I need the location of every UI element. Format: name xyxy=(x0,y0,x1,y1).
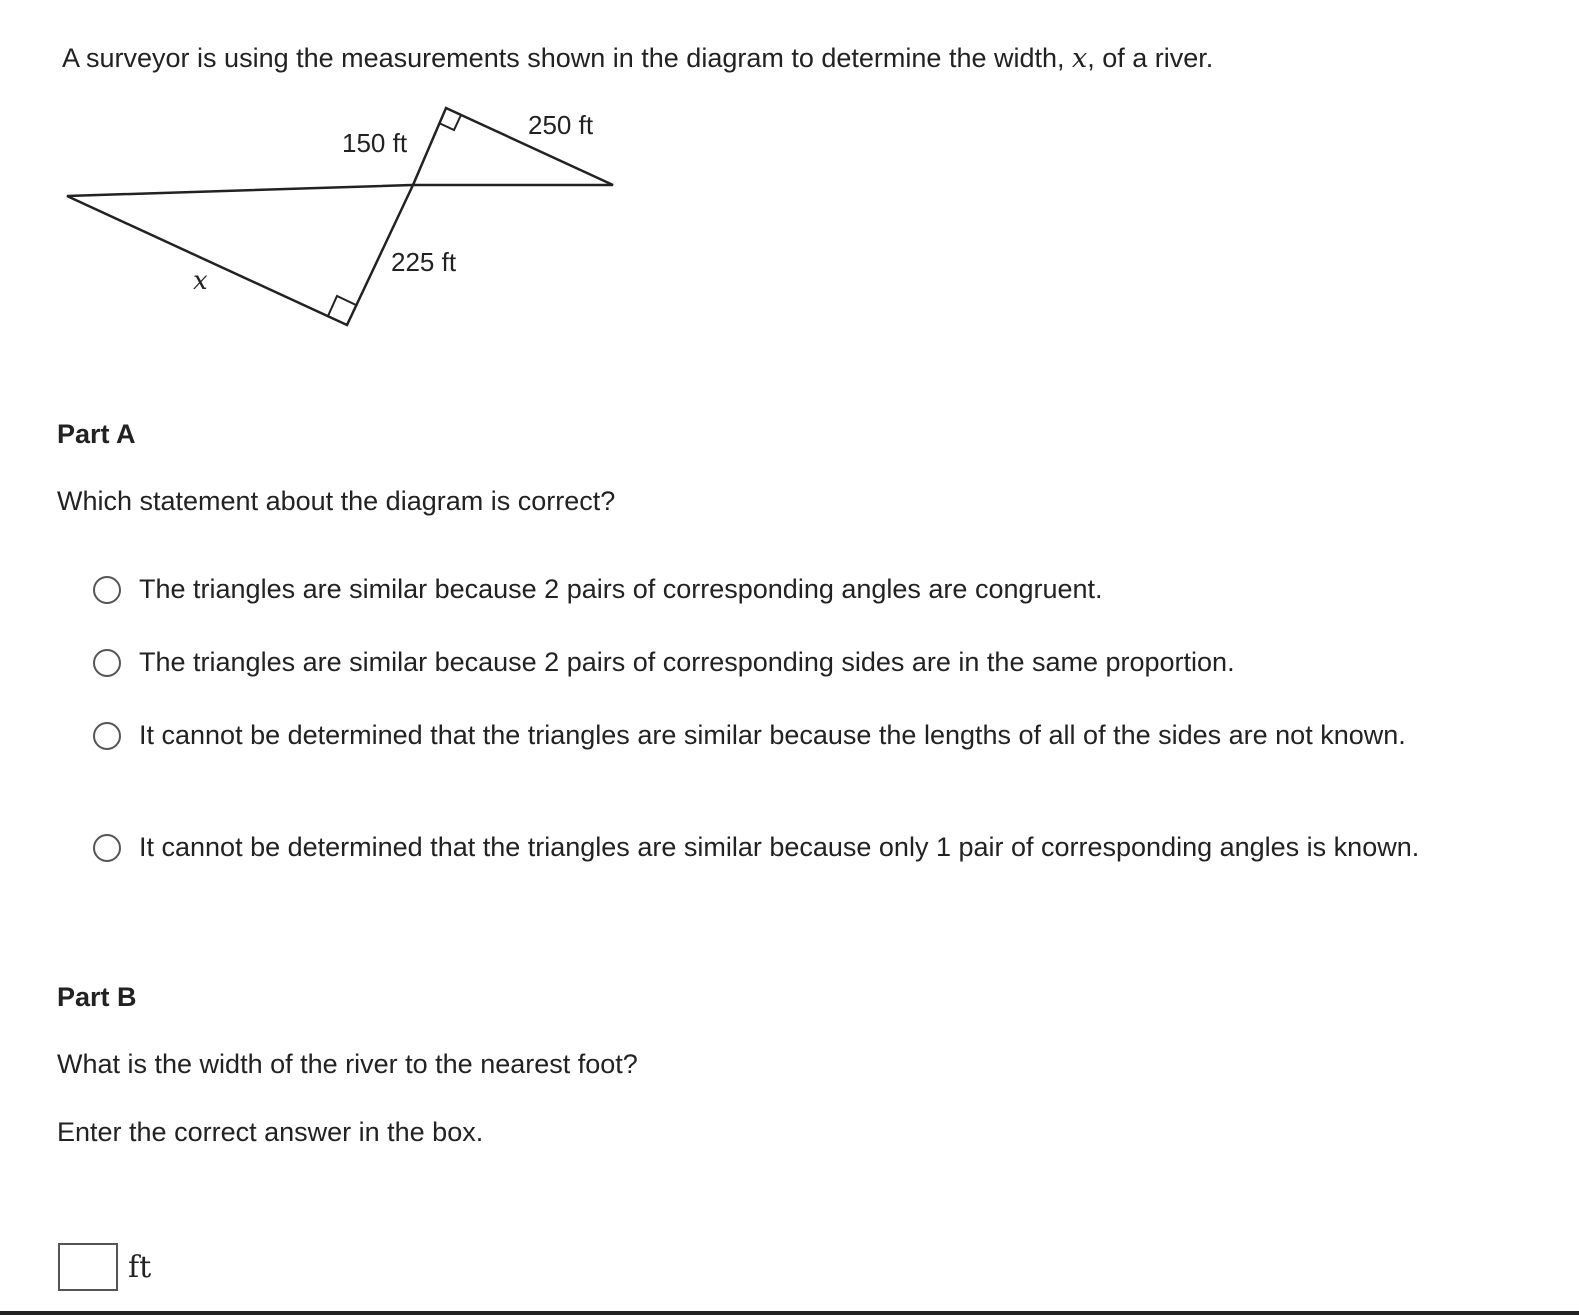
choice-4[interactable] xyxy=(93,828,1493,867)
problem-intro xyxy=(62,38,1213,79)
cropped-header-text xyxy=(60,0,960,8)
label-225-ft: 225 ft xyxy=(391,247,457,277)
label-150-ft: 150 ft xyxy=(342,128,408,158)
label-x: x xyxy=(193,266,208,296)
lower-triangle xyxy=(67,185,413,325)
bottom-border xyxy=(0,1311,1579,1315)
choice-4-text: It cannot be determined that the triangles are similar because only 1 pair of corresponding angles is known. xyxy=(139,832,1420,862)
choice-3[interactable] xyxy=(93,716,1493,755)
part-b-question: What is the width of the river to the nearest foot? xyxy=(57,1049,638,1079)
intro-text-start: A surveyor is using the measurements shown in the diagram to determine the width, xyxy=(62,43,1073,73)
intro-variable: x xyxy=(1072,43,1088,74)
answer-row xyxy=(58,1243,151,1291)
choice-3-text: It cannot be determined that the triangles are similar because the lengths of all of the sides are not known. xyxy=(139,720,1406,750)
radio-button-1[interactable] xyxy=(93,576,121,604)
river-diagram xyxy=(50,90,650,350)
intro-text-end: , of a river. xyxy=(1087,43,1214,73)
radio-button-4[interactable] xyxy=(93,834,121,862)
choice-2-text: The triangles are similar because 2 pairs of corresponding sides are in the same proportion. xyxy=(139,647,1235,677)
radio-button-2[interactable] xyxy=(93,649,121,677)
label-250-ft: 250 ft xyxy=(528,110,594,140)
answer-unit: ft xyxy=(128,1249,152,1285)
choice-1[interactable] xyxy=(93,570,1493,609)
radio-button-3[interactable] xyxy=(93,722,121,750)
part-b-heading: Part B xyxy=(57,982,137,1012)
choice-2[interactable] xyxy=(93,643,1493,682)
diagram-svg xyxy=(50,90,650,350)
part-b-instruction: Enter the correct answer in the box. xyxy=(57,1117,484,1147)
answer-input[interactable] xyxy=(58,1243,118,1291)
choice-1-text: The triangles are similar because 2 pairs of corresponding angles are congruent. xyxy=(139,574,1103,604)
part-a-heading: Part A xyxy=(57,419,136,449)
part-a-question: Which statement about the diagram is correct? xyxy=(57,486,616,516)
